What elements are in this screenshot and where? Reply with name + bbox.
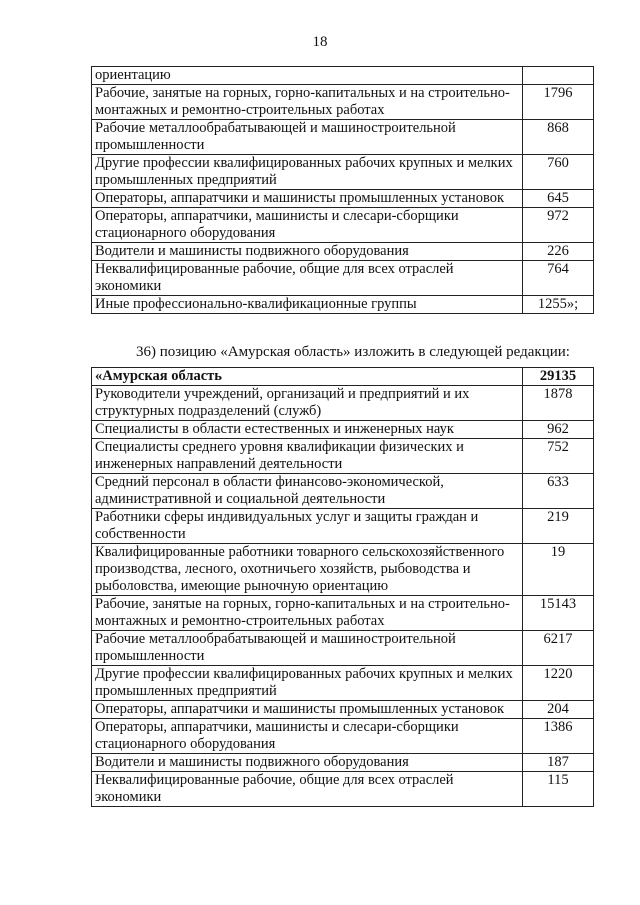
- row-value: 752: [523, 439, 594, 474]
- row-label: ориентацию: [92, 67, 523, 85]
- row-label: Специалисты в области естественных и инженерных наук: [92, 421, 523, 439]
- row-value: 760: [523, 155, 594, 190]
- table-row: [92, 544, 594, 596]
- row-label: Операторы, аппаратчики, машинисты и слесари-сборщики стационарного оборудования: [92, 208, 523, 243]
- row-value: 187: [523, 754, 594, 772]
- row-label: Другие профессии квалифицированных рабочих крупных и мелких промышленных предприятий: [92, 155, 523, 190]
- table-row: [92, 439, 594, 474]
- row-value: 868: [523, 120, 594, 155]
- table-row: [92, 421, 594, 439]
- table-row: [92, 67, 594, 85]
- row-label: Работники сферы индивидуальных услуг и защиты граждан и собственности: [92, 509, 523, 544]
- row-value: 226: [523, 243, 594, 261]
- amendment-intro-text: 36) позицию «Амурская область» изложить в следующей редакции:: [136, 344, 570, 360]
- table-row: [92, 386, 594, 421]
- row-value: 15143: [523, 596, 594, 631]
- table-row: [92, 719, 594, 754]
- row-value: 645: [523, 190, 594, 208]
- row-value: 19: [523, 544, 594, 596]
- row-label: Специалисты среднего уровня квалификации физических и инженерных направлений деятельности: [92, 439, 523, 474]
- table-row: [92, 85, 594, 120]
- row-value: 115: [523, 772, 594, 807]
- row-value: 1796: [523, 85, 594, 120]
- row-label: Неквалифицированные рабочие, общие для всех отраслей экономики: [92, 261, 523, 296]
- table-row: [92, 474, 594, 509]
- row-value: 1220: [523, 666, 594, 701]
- table-row: [92, 631, 594, 666]
- table-row: [92, 701, 594, 719]
- amur-region-table: [91, 367, 594, 807]
- row-value: 1878: [523, 386, 594, 421]
- row-label: Рабочие металлообрабатывающей и машиностроительной промышленности: [92, 120, 523, 155]
- row-value: 764: [523, 261, 594, 296]
- row-label: Неквалифицированные рабочие, общие для всех отраслей экономики: [92, 772, 523, 807]
- table-header-row: [92, 368, 594, 386]
- table-row: [92, 243, 594, 261]
- table-row: [92, 666, 594, 701]
- row-value: 6217: [523, 631, 594, 666]
- table-row: [92, 190, 594, 208]
- row-value: 962: [523, 421, 594, 439]
- row-value: 204: [523, 701, 594, 719]
- occupation-table-continued: [91, 66, 594, 314]
- row-value: 972: [523, 208, 594, 243]
- table-row: [92, 509, 594, 544]
- row-label: Рабочие, занятые на горных, горно-капитальных и на строительно-монтажных и ремонтно-строительных работах: [92, 85, 523, 120]
- row-value: 1255»;: [523, 296, 594, 314]
- table-row: [92, 596, 594, 631]
- row-label: Операторы, аппаратчики и машинисты промышленных установок: [92, 190, 523, 208]
- row-value: 633: [523, 474, 594, 509]
- page-number: 18: [312, 34, 328, 50]
- row-label: Рабочие, занятые на горных, горно-капитальных и на строительно-монтажных и ремонтно-строительных работах: [92, 596, 523, 631]
- row-label: Водители и машинисты подвижного оборудования: [92, 754, 523, 772]
- row-label: Рабочие металлообрабатывающей и машиностроительной промышленности: [92, 631, 523, 666]
- row-label: Средний персонал в области финансово-экономической, административной и социальной деятельности: [92, 474, 523, 509]
- table-row: [92, 120, 594, 155]
- row-label: Водители и машинисты подвижного оборудования: [92, 243, 523, 261]
- table-row: [92, 208, 594, 243]
- row-label: Операторы, аппаратчики, машинисты и слесари-сборщики стационарного оборудования: [92, 719, 523, 754]
- row-label: Другие профессии квалифицированных рабочих крупных и мелких промышленных предприятий: [92, 666, 523, 701]
- region-name: «Амурская область: [92, 368, 523, 386]
- table-row: [92, 754, 594, 772]
- table-row: [92, 772, 594, 807]
- table-row: [92, 296, 594, 314]
- row-value: 219: [523, 509, 594, 544]
- region-total: 29135: [523, 368, 594, 386]
- row-label: Операторы, аппаратчики и машинисты промышленных установок: [92, 701, 523, 719]
- table-row: [92, 261, 594, 296]
- table-row: [92, 155, 594, 190]
- row-value: [523, 67, 594, 85]
- row-label: Руководители учреждений, организаций и предприятий и их структурных подразделений (служб): [92, 386, 523, 421]
- row-label: Иные профессионально-квалификационные группы: [92, 296, 523, 314]
- row-label: Квалифицированные работники товарного сельскохозяйственного производства, лесного, охотничьего хозяйств, рыбоводства и рыболовства, имеющие рыночную ориентацию: [92, 544, 523, 596]
- row-value: 1386: [523, 719, 594, 754]
